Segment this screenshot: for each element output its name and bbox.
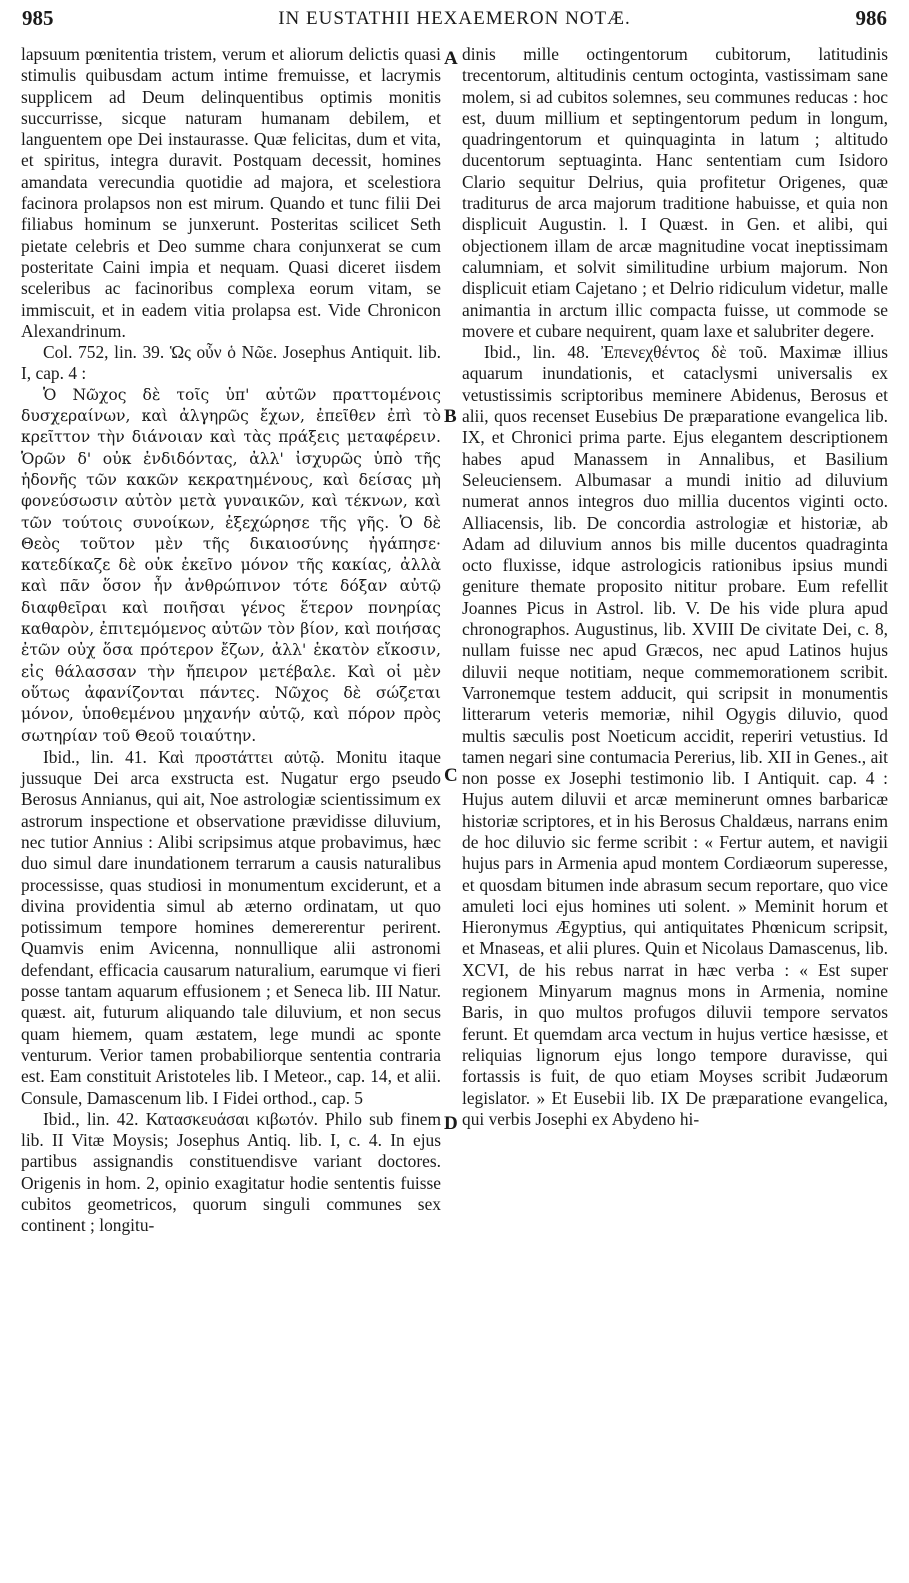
page-number-left: 985	[22, 6, 54, 30]
paragraph: Ibid., lin. 41. Καὶ προστάττει αὐτῷ. Monitu itaque jussuque Dei arca exstructa est. Nugatur ergo pseudo Berosus Annianus, qui ait, Noe astrologiæ scientissimum ex astrorum inspectione et observatione prævidisse diluvium, nec tutior Annius : Alibi scripsimus atque probavimus, hæc duo simul dare inundationem terrarum a causis naturalibus processisse, quas studiosi in monumentum exciderunt, et a divina providentia simul ab æterno ordinatam, ut quo potissimum tempore homines demererentur perirent. Quamvis enim Avicenna, nonnullique alii astronomi defendant, efficacia causarum naturalium, earumque vi fieri posse tantam aquarum effusionem ; et Seneca lib. III Natur. quæst. ait, futurum aliquando tale diluvium, et non secus quam hiemem, quam æstatem, lege mundi ac sponte venturum. Verior tamen probabiliorque sententia contraria est. Eam constituit Aristoteles lib. I Meteor., cap. 14, et alii. Consule, Damascenum lib. I Fidei orthod., cap. 5	[21, 746, 441, 1108]
margin-letter-a: A	[444, 48, 458, 69]
paragraph: dinis mille octingentorum cubitorum, latitudinis trecentorum, altitudinis centum octoginta, vastissimam sane molem, si ad cubitos solemnes, seu communes reducas : hoc est, duum millium et septingentorum pedum in longum, quadringentorum et quinquaginta in latum ; altitudo ducentorum septuaginta. Hanc sententiam cum Isidoro Clario sequitur Delrius, quia profitetur Origenes, quæ traditurus de arca majorum traditione habuisse, et quia non displicuit Augustin. l. I Quæst. in Gen. et alibi, qui objectionem illam de arcæ magnitudine vocat ineptissimam calumniam, et solvit similitudine urbium majorum. Non displicuit etiam Cajetano ; et Delrio ridiculum videtur, malle animantia in arctum illic compacta fuisse, ut commode se movere et cubare nequirent, quam laxe et salubriter degere.	[462, 44, 888, 341]
paragraph: lapsuum pœnitentia tristem, verum et aliorum delictis quasi stimulis quibusdam actum intime fremuisse, et lacrymis supplicem ad Deum delinquentibus optimis monitis succurrisse, sicque naturam humanam debilem, et languentem ope Dei instaurasse. Quæ felicitas, dum et vita, et spiritus, integra duravit. Postquam decessit, homines amandata verecundia quotidie ad majora, et scelestiora facinora prolapsos non est mirum. Quando et tunc filii Dei filiabus hominum se junxerunt. Posteritas scilicet Seth pietate celebris et Deo summe chara conjunxerat se cum posteritate Caini impia et nequam. Quasi diceret iisdem sceleribus ac facinoribus complexa eorum vitam, se immiscuit, et in eadem vitia prolapsa est. Vide Chronicon Alexandrinum.	[21, 44, 441, 341]
page-header	[22, 6, 887, 34]
paragraph: Col. 752, lin. 39. Ὡς οὖν ὁ Νῶε. Josephus Antiquit. lib. I, cap. 4 :	[21, 342, 441, 384]
greek-quotation: Ὁ Νῶχος δὲ τοῖς ὑπ' αὐτῶν πραττομένοις δυσχεραίνων, καὶ ἀλγηρῶς ἔχων, ἐπεῖθεν ἐπὶ τὸ κρεῖττον τὴν διάνοιαν καὶ τὰς πράξεις μεταφέρειν. Ὁρῶν δ' οὐκ ἐνδιδόντας, ἀλλ' ἰσχυρῶς ὑπὸ τῆς ἡδονῆς τῶν κακῶν κεκρατημένους, καὶ δείσας μὴ φονεύσωσιν αὐτὸν μετὰ γυναικῶν, καὶ τέκνων, καὶ τῶν τούτοις συνοίκων, ἐξεχώρησε τῆς γῆς. Ὁ δὲ Θεὸς τοῦτον μὲν τῆς δικαιοσύνης ἠγάπησε· κατεδίκαζε δὲ οὐκ ἐκεῖνο μόνον τῆς κακίας, ἀλλὰ καὶ πᾶν ὅσον ἦν ἀνθρώπινον τότε δόξαν αὐτῷ διαφθεῖραι καὶ ποιῆσαι γένος ἕτερον πονηρίας καθαρὸν, ἐπιτεμόμενος αὐτῶν τὸν βίον, καὶ ποιήσας ἐτῶν οὐχ ὅσα πρότερον ἔζων, ἀλλ' ἑκατὸν εἴκοσιν, εἰς θάλασσαν τὴν ἤπειρον μετέβαλε. Καὶ οἱ μὲν οὕτως ἀφανίζονται πάντες. Νῶχος δὲ σώζεται μόνον, ὑποθεμένου μηχανήν αὐτῷ, καὶ πόρον πρὸς σωτηρίαν τοῦ Θεοῦ τοιαύτην.	[21, 385, 441, 745]
margin-letter-c: C	[444, 765, 458, 786]
page-number-right: 986	[855, 6, 887, 30]
running-title: IN EUSTATHII HEXAEMERON NOTÆ.	[278, 8, 631, 29]
margin-letter-b: B	[444, 406, 457, 427]
left-column	[21, 44, 441, 1237]
right-column	[462, 44, 888, 1130]
margin-letter-d: D	[444, 1113, 458, 1134]
paragraph: Ibid., lin. 48. Ἐπενεχθέντος δὲ τοῦ. Maximæ illius aquarum inundationis, et cataclysmi universalis ex vetustissimis scriptoribus meminere Abidenus, Berosus et alii, quos recenset Eusebius De præparatione evangelica lib. IX, et Chronici prima parte. Ejus elegantem descriptionem habes apud Manassem in Annalibus, et Basilium Seleuciensem. Albumasar a mundi initio ad diluvium numerat annos integros duo millia ducentos viginti octo. Alliacensis, lib. De concordia astrologiæ et historiæ, ab Adam ad diluvium annos bis mille ducentos quadraginta octo fluxisse, idque astrologicis rationibus ipsius mundi geniture themate proposito nititur probare. Eum refellit Joannes Picus in Astrol. lib. V. De his vide plura apud chronographos. Augustinus, lib. XVIII De civitate Dei, c. 8, nullam fuisse nec apud Græcos, nec apud Latinos hujus diluvii neque notitiam, neque commemorationem scribit. Varronemque testem adducit, qui scripsit in monumentis litterarum veteris memoriæ, nihil Ogygis diluvio, quod multis sæculis post Noeticum accidit, reperiri vetustius. Id tamen negari sine contumacia Pererius, lib. XII in Genes., ait non posse ex Josephi testimonio lib. I Antiquit. cap. 4 : Hujus autem diluvii et arcæ meminerunt omnes barbaricæ historiæ scriptores, et in his Berosus Chaldæus, narrans enim de hoc diluvio sic ferme scribit : « Fertur autem, et navigii hujus pars in Armenia apud montem Cordiæorum superesse, et quosdam bitumen inde abrasum secum reportare, quo vice amuleti loci ejus homines uti solent. » Meminit horum et Hieronymus Ægyptius, qui antiquitates Phœnicum scripsit, et Mnaseas, et alii plures. Quin et Nicolaus Damascenus, lib. XCVI, de his rebus narrat in hæc verba : « Est super regionem Minyarum magnus mons in Armenia, nomine Baris, in quo multos profugos diluvii tempore servatos ferunt. Et quemdam arca vectum in hujus vertice hæsisse, et reliquias lignorum ejus longo tempore duravisse, qui fortassis is fuit, de quo etiam Moyses scribit Judæorum legislator. » Et Eusebii lib. IX De præparatione evangelica, qui verbis Josephi ex Abydeno hi-	[462, 342, 888, 1129]
paragraph: Ibid., lin. 42. Κατασκευάσαι κιβωτόν. Philo sub finem lib. II Vitæ Moysis; Josephus Antiq. lib. I, c. 4. In ejus partibus assignandis constituendisve variant doctores. Origenis in hom. 2, opinio exagitatur hodie sententis fuisse cubitos geometricos, quorum singuli communes sex continent ; longitu-	[21, 1108, 441, 1236]
